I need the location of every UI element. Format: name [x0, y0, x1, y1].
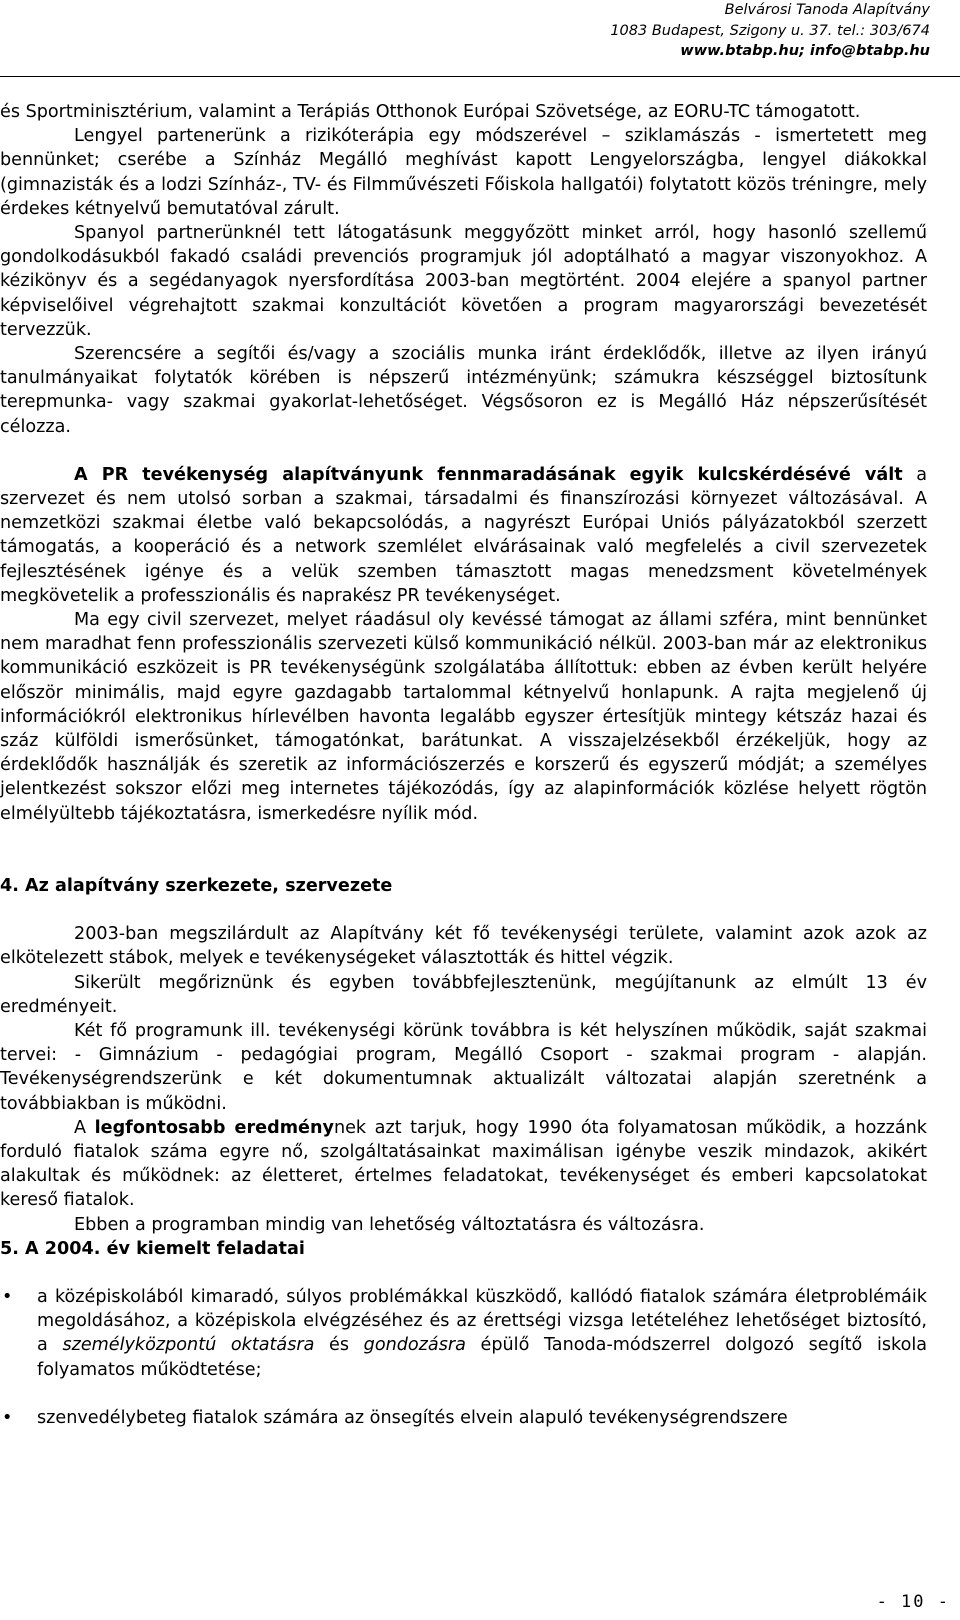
paragraph-text: A [74, 1117, 95, 1138]
letterhead-address: 1083 Budapest, Szigony u. 37. tel.: 303/674 [610, 22, 930, 39]
list-item [0, 1285, 927, 1382]
paragraph: Szerencsére a segítői és/vagy a szociális munka iránt érdeklődők, illetve az ilyen irányú tanulmányaikat folytatók körében is népszerű intézményünk; számukra készséggel biztosítunk terepmunka- vagy szakmai gyakorlat-lehetőséget. Végsősoron ez is Megálló Ház népszerűsítését célozza. [0, 344, 927, 437]
paragraph: Ma egy civil szervezet, melyet ráadásul oly kevéssé támogat az állami szféra, mint bennünket nem maradhat fenn professzionális szervezeti külső kommunikáció nélkül. 2003-ban már az elektronikus kommunikáció eszközeit is PR tevékenységünk szolgálatába állítottuk: ebben az évben került helyére először minimális, majd egyre gazdagabb tartalommal kétnyelvű honlapunk. A rajta megjelenő új információkról elektronikus hírlevélben havonta legalább egyszer értesítjük mintegy kétszáz hazai és száz külföldi ismerősünket, támogatónkat, barátunkat. A visszajelzésekből érzékeljük, hogy az érdeklődők használják és szeretik az információszerzés e korszerű és egyszerű módját; a személyes jelentkezést sokszor előzi meg internetes tájékozódás, így az alapinformációk közlése helyett rögtön elmélyültebb tájékoztatásra, ismerkedésre nyílik mód. [0, 610, 927, 824]
list-item-text: és [314, 1335, 364, 1356]
paragraph: Sikerült megőriznünk és egyben továbbfejlesztenünk, megújítanunk az elmúlt 13 év eredményeit. [0, 972, 927, 1017]
paragraph: Két fő programunk ill. tevékenységi körünk továbbra is két helyszínen működik, saját szakmai tervei: - Gimnázium - pedagógiai program, Megálló Csoport - szakmai program - alapján. Tevékenységrendszerünk e két dokumentumnak aktualizált változatai alapján szeretnénk a továbbiakban is működni. [0, 1020, 927, 1114]
italic-phrase: személyközpontú oktatásra [62, 1335, 315, 1356]
paragraph-text: nek azt tarjuk, hogy 1990 óta folyamatosan működik, a hozzánk forduló fiatalok száma egyre nő, szolgáltatásainkat maximálisan igénybe veszik mindazok, akikért alakultak és működnek: az életteret, értelmes feladatokat, tevékenységet és emberi kapcsolatokat kereső fiatalok. [0, 1117, 927, 1211]
paragraph: Ebben a programban mindig van lehetőség változtatásra és változásra. [74, 1214, 705, 1235]
bold-phrase: A PR tevékenység alapítványunk fennmaradásának egyik kulcskérdésévé vált [74, 464, 903, 485]
section-heading-4: 4. Az alapítvány szerkezete, szervezete [0, 875, 393, 896]
header-rule [0, 76, 960, 77]
page-number: - 10 - [876, 1592, 950, 1612]
paragraph: Lengyel partenerünk a rizikóterápia egy módszerével – sziklamászás - ismertetett meg bennünket; cserébe a Színház Megálló meghívást kapott Lengyelországba, lengyel diákokkal (gimnazisták és a lodzi Színház-, TV- és Filmművészeti Főiskola hallgatói) folytatott közös tréningre, mely érdekes kétnyelvű bemutatóval zárult. [0, 126, 927, 219]
list-item [0, 1406, 927, 1430]
letterhead-web-email: www.btabp.hu; info@btabp.hu [680, 43, 930, 59]
list-item-text: épülő Tanoda-módszerrel dolgozó segítő iskola folyamatos működtetése; [37, 1335, 928, 1380]
paragraph: 2003-ban megszilárdult az Alapítvány két fő tevékenységi területe, valamint azok azok az elkötelezett stábok, melyek e tevékenységeket választották és hittel végzik. [0, 924, 927, 969]
paragraph-text: a szervezet és nem utolsó sorban a szakmai, társadalmi és finanszírozási környezet változásával. A nemzetközi szakmai életbe való bekapcsolódás, a nagyrészt Európai Uniós pályázatokból szerzett támogatás, a kooperáció és a network szemlélet elvárásainak való megfelelés a civil szervezetek fejlesztésének igénye és a velük szemben támasztott magas menedzsment követelmények megkövetelik a professzionális és naprakész PR tevékenységet. [0, 464, 927, 606]
bold-phrase: legfontosabb eredmény [94, 1117, 334, 1138]
italic-phrase: gondozásra [363, 1335, 466, 1356]
paragraph: és Sportminisztérium, valamint a Terápiás Otthonok Európai Szövetsége, az EORU-TC támogatott. [0, 102, 861, 122]
paragraph [0, 463, 927, 608]
paragraph: Spanyol partnerünknél tett látogatásunk meggyőzött minket arról, hogy hasonló szellemű gondolkodásukból fakadó családi prevenciós programjuk jól adoptálható a magyar viszonyokhoz. A kézikönyv és a segédanyagok nyersfordítása 2003-ban megtörtént. 2004 elejére a spanyol partner képviselőivel végrehajtott szakmai konzultációt követően a program magyarországi bevezetését tervezzük. [0, 223, 927, 340]
task-list [0, 1285, 927, 1430]
paragraph [0, 1116, 927, 1213]
letterhead-org-name: Belvárosi Tanoda Alapítvány [724, 2, 930, 18]
letterhead [550, 0, 930, 62]
list-item-text: a középiskolából kimaradó, súlyos problémákkal küszködő, kallódó fiatalok számára életproblémáik megoldásához, a középiskola elvégzéséhez és az érettségi vizsga letételéhez lehetőséget biztosító, a [37, 1286, 927, 1356]
section-heading-5: 5. A 2004. év kiemelt feladatai [0, 1238, 305, 1259]
list-item-text: szenvedélybeteg fiatalok számára az önsegítés elvein alapuló tevékenységrendszere [37, 1407, 788, 1428]
document-body [0, 100, 927, 1430]
